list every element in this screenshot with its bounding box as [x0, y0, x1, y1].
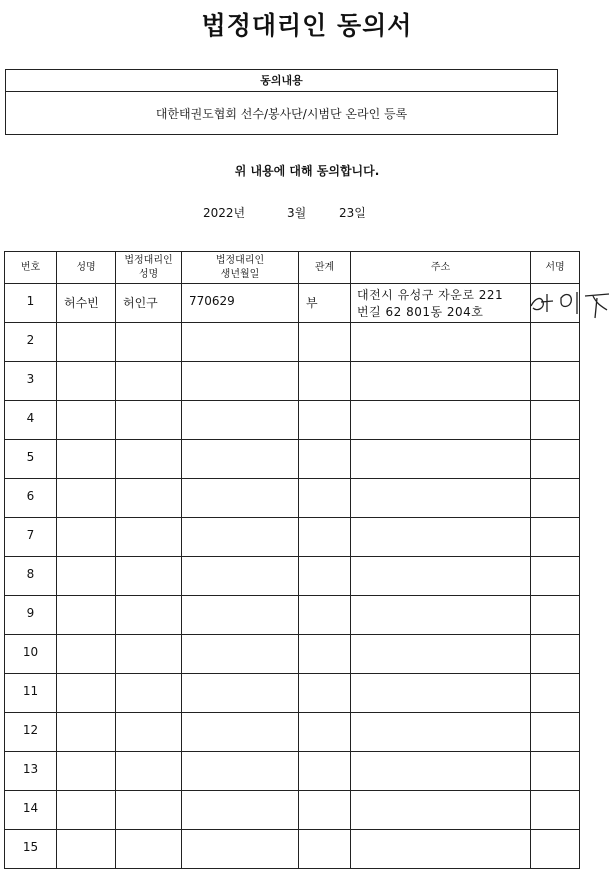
row-number: 12 [5, 713, 57, 752]
header-guardian-name: 법정대리인 성명 [116, 252, 182, 284]
row-number: 5 [5, 440, 57, 479]
row-number: 3 [5, 362, 57, 401]
header-relation: 관계 [299, 252, 351, 284]
table-row [5, 479, 580, 518]
consent-body: 대한태권도협회 선수/봉사단/시범단 온라인 등록 [155, 107, 408, 121]
row-number: 15 [5, 830, 57, 869]
row-relation: 부 [299, 284, 351, 323]
header-guardian-birth: 법정대리인 생년월일 [182, 252, 299, 284]
row-number: 10 [5, 635, 57, 674]
date-day: 23일 [339, 206, 366, 220]
header-address: 주소 [351, 252, 531, 284]
table-row [5, 440, 580, 479]
row-number: 11 [5, 674, 57, 713]
header-number: 번호 [5, 252, 57, 284]
table-row [5, 635, 580, 674]
document-title: 법정대리인 동의서 [201, 11, 413, 40]
agreement-statement: 위 내용에 대해 동의합니다. [234, 164, 380, 178]
row-number: 6 [5, 479, 57, 518]
row-number: 7 [5, 518, 57, 557]
row-number: 2 [5, 323, 57, 362]
consent-header: 동의내용 [6, 70, 557, 92]
row-number: 1 [5, 284, 57, 323]
table-row [5, 323, 580, 362]
row-number: 4 [5, 401, 57, 440]
address-line-2: 번길 62 801동 204호 [357, 305, 484, 319]
consent-box [5, 69, 558, 135]
signature-stroke [585, 294, 609, 318]
row-number: 8 [5, 557, 57, 596]
table-row [5, 401, 580, 440]
table-row [5, 713, 580, 752]
table-row [5, 791, 580, 830]
signature-stroke [561, 295, 571, 307]
row-number: 9 [5, 596, 57, 635]
address-line-1: 대전시 유성구 자운로 221 [357, 288, 504, 302]
table-row [5, 284, 580, 323]
table-row [5, 752, 580, 791]
row-guardian-birth: 770629 [182, 284, 299, 323]
row-address [351, 284, 531, 323]
table-row [5, 362, 580, 401]
table-row [5, 674, 580, 713]
signature-stroke [531, 299, 543, 310]
date-month: 3월 [287, 206, 307, 220]
table-row [5, 518, 580, 557]
table-header-row [5, 252, 580, 284]
table-row [5, 596, 580, 635]
row-number: 13 [5, 752, 57, 791]
table-row [5, 830, 580, 869]
registration-table [4, 251, 580, 869]
date-year: 2022년 [203, 206, 246, 220]
row-name: 허수빈 [57, 284, 116, 323]
header-signature: 서명 [531, 252, 580, 284]
handwritten-signature [525, 284, 614, 320]
row-number: 14 [5, 791, 57, 830]
table-row [5, 557, 580, 596]
row-guardian-name: 허인구 [116, 284, 182, 323]
header-name: 성명 [57, 252, 116, 284]
